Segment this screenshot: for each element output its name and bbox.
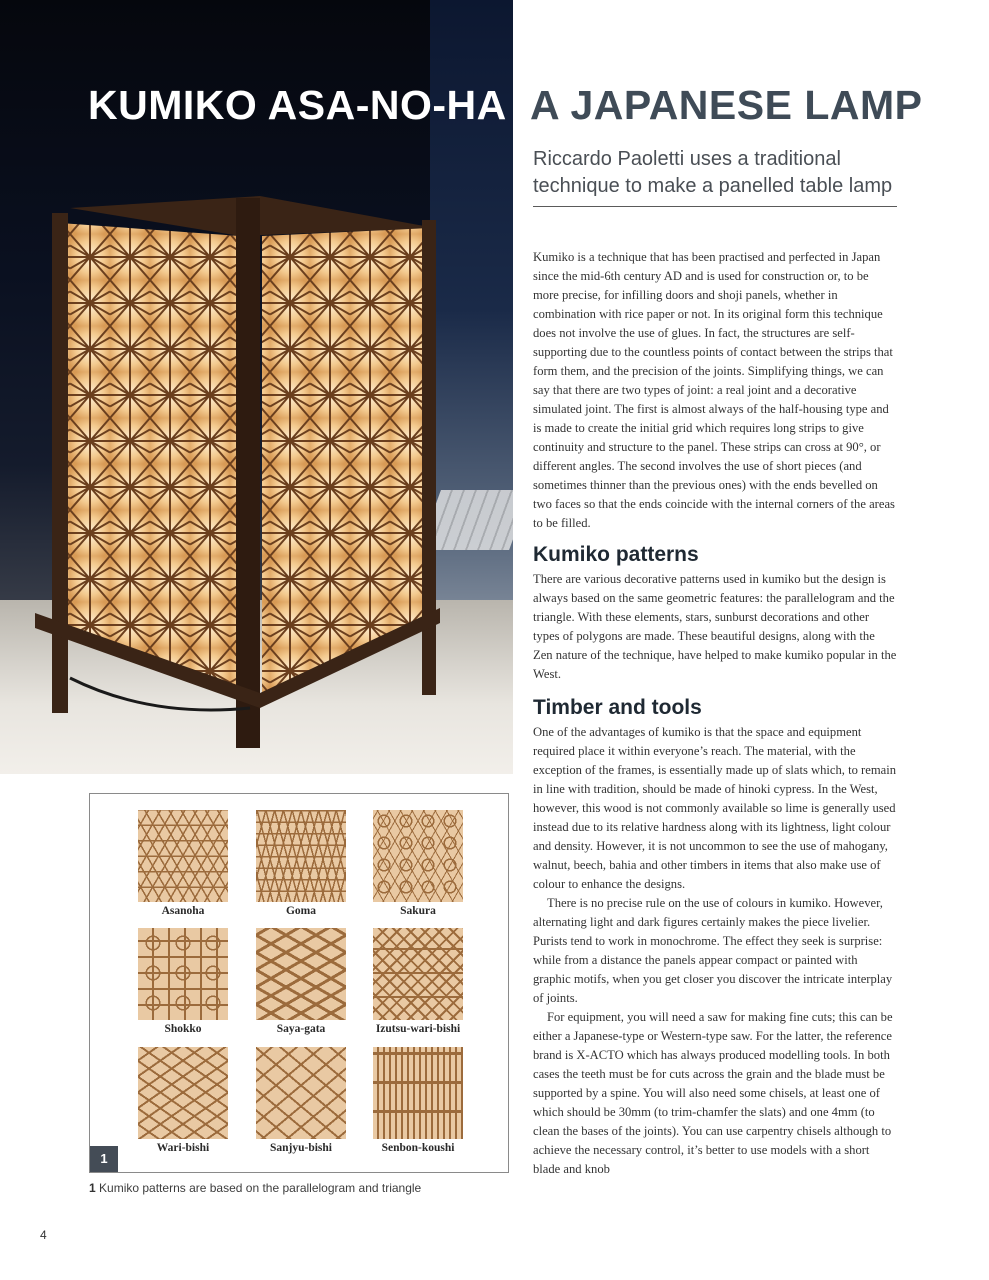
pattern-label: Izutsu-wari-bishi xyxy=(375,1023,461,1035)
paragraph: There is no precise rule on the use of colours in kumiko. However, alternating light and dark figures certainly makes the piece livelier. Purists tend to work in monochrome. The effect they seek is surprise: while from a distance the panels appear compact or painted with graphic motifs, when you get closer you discover the intricate interplay of joints. xyxy=(533,896,893,1005)
section-heading-kumiko-patterns: Kumiko patterns xyxy=(533,543,699,566)
figure-number-badge: 1 xyxy=(90,1146,118,1172)
pattern-label: Shokko xyxy=(164,1023,202,1035)
pattern-label: Saya-gata xyxy=(276,1023,326,1035)
intro-paragraph: Kumiko is a technique that has been practised and perfected in Japan since the mid-6th century AD and is used for construction or, to be more precise, for infilling doors and shoji panels, whether in combination with rice paper or not. In its original form this technique does not involve the use of glues. In fact, the structures are self-supporting due to the countless points of contact between the strips that form them, and the precision of the joints. Simplifying things, we can say that there are two types of joint: a real joint and a decorative simulated joint. The first is almost always of the half-housing type and is made to create the initial grid which requires long strips to give continuity and structure to the panel. These strips can cross at 90°, or different angles. The second involves the use of short pieces (and sometimes thinner than the previous ones) with the ends bevelled on two faces so that the ends coincide with the internal corners of the areas to be filled. xyxy=(533,250,895,530)
caption-number: 1 xyxy=(89,1181,96,1195)
heading-divider xyxy=(533,206,897,207)
pattern-label: Senbon-koushi xyxy=(381,1142,455,1154)
standfirst: Riccardo Paoletti uses a traditional technique to make a panelled table lamp xyxy=(533,148,893,197)
paragraph: One of the advantages of kumiko is that the space and equipment required place it within everyone’s reach. The material, with the exception of the frames, is essentially made up of slats which, to remain in line with tradition, should be made of hinoki cypress. In the West, however, this wood is not commonly available so lime is generally used instead due to its relative hardness along with its lightness, light colour and density. However, it is not uncommon to see the use of mahogany, walnut, beech, bahia and other timbers in items that also make use of colour to enhance the designs. xyxy=(533,725,897,891)
pattern-swatch-wari-bishi xyxy=(138,1047,228,1139)
section-heading-timber-and-tools: Timber and tools xyxy=(533,696,702,719)
pattern-swatch-goma xyxy=(256,810,346,902)
pattern-label: Goma xyxy=(285,905,317,917)
lamp-illustration xyxy=(30,188,450,748)
intro-text-block xyxy=(533,248,897,533)
section-kumiko-patterns xyxy=(533,570,897,684)
page-number: 4 xyxy=(40,1228,47,1242)
paragraph: For equipment, you will need a saw for making fine cuts; this can be either a Japanese-type or Western-type saw. For the latter, the reference brand is X-ACTO which has always produced modelling tools. In both cases the teeth must be for cuts across the grain and the blade must be supported by a spine. You will also need some chisels, at least one of which should be 30mm (to trim-chamfer the slats) and one 4mm (to clean the bases of the joints). You can use carpentry chisels although to achieve the necessary control, it’s better to use models with a short blade and knob xyxy=(533,1010,893,1176)
pattern-swatch-asanoha xyxy=(138,810,228,902)
caption-text: Kumiko patterns are based on the parallelogram and triangle xyxy=(99,1181,422,1195)
pattern-swatch-senbon-koushi xyxy=(373,1047,463,1139)
pattern-label: Sanjyu-bishi xyxy=(269,1142,332,1154)
figure-caption xyxy=(89,1181,421,1195)
pattern-swatch-shokko xyxy=(138,928,228,1020)
paragraph: There are various decorative patterns used in kumiko but the design is always based on the same geometric features: the parallelogram and the triangle. With these elements, stars, sunburst decorations and other types of polygons are made. These beautiful designs, along with the Zen nature of the technique, have helped to make kumiko popular in the West. xyxy=(533,572,897,681)
figure-kumiko-patterns xyxy=(89,793,509,1173)
pattern-swatch-saya-gata xyxy=(256,928,346,1020)
pattern-label: Asanoha xyxy=(161,905,205,917)
hero-photo xyxy=(0,0,513,774)
pattern-swatch-izutsu-wari-bishi xyxy=(373,928,463,1020)
section-timber-and-tools xyxy=(533,723,897,1179)
pattern-swatch-sakura xyxy=(373,810,463,902)
pattern-label: Sakura xyxy=(400,905,436,917)
pattern-swatch-sanjyu-bishi xyxy=(256,1047,346,1139)
pattern-label: Wari-bishi xyxy=(156,1142,210,1154)
title-left: KUMIKO ASA-NO-HA xyxy=(88,82,507,128)
title-right: A JAPANESE LAMP xyxy=(530,82,923,128)
